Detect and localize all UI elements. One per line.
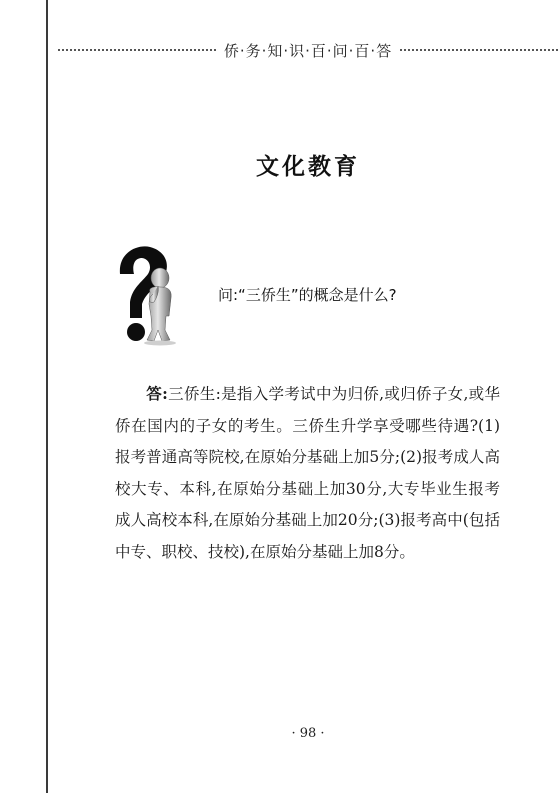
chapter-title: 文化教育 bbox=[256, 154, 360, 180]
header-dotted-rule-right bbox=[400, 49, 558, 51]
answer-paragraph bbox=[115, 378, 500, 568]
page-number: · 98 · bbox=[291, 726, 325, 741]
header-title: 侨·务·知·识·百·问·百·答 bbox=[223, 41, 393, 60]
answer-label: 答: bbox=[146, 384, 168, 403]
question-text: 问:“三侨生”的概念是什么? bbox=[218, 286, 397, 304]
page-binding-line bbox=[46, 0, 48, 793]
running-header bbox=[58, 38, 558, 62]
answer-text: 三侨生:是指入学考试中为归侨,或归侨子女,或华侨在国内的子女的考生。三侨生升学享受哪些待遇?(1)报考普通高等院校,在原始分基础上加5分;(2)报考成人高校大专、本科,在原始分基础上加30分,大专毕业生报考成人高校本科,在原始分基础上加20分;(3)报考高中(包括中专、职校、技校),在原始分基础上加8分。 bbox=[115, 385, 500, 561]
question-mark-figure-icon bbox=[112, 244, 196, 346]
header-dotted-rule-left bbox=[58, 49, 216, 51]
